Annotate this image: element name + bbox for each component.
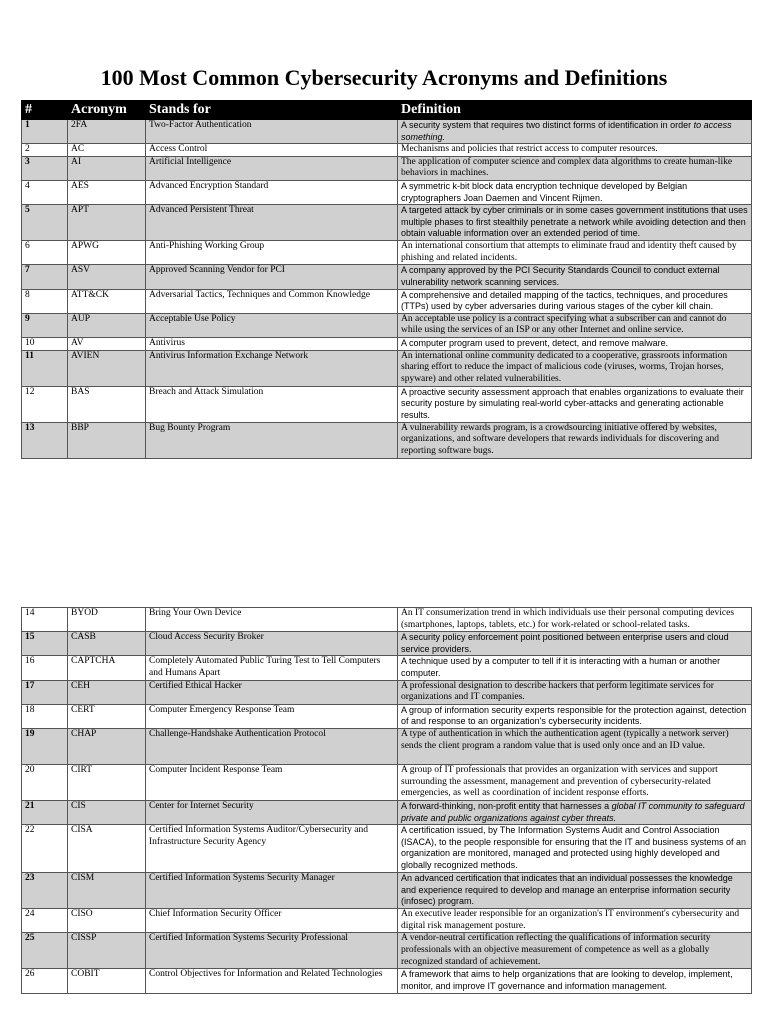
row-number: 17 xyxy=(22,680,68,704)
row-number: 3 xyxy=(22,156,68,180)
table-row xyxy=(22,205,752,241)
row-definition: An international consortium that attempts to eliminate fraud and identity theft caused by phishing and related incidents. xyxy=(398,241,752,265)
row-acronym: 2FA xyxy=(68,120,146,144)
table-row xyxy=(22,764,752,800)
row-acronym: CISM xyxy=(68,873,146,909)
row-definition: A group of IT professionals that provides an organization with services and support surrounding the assessment, management and prevention of cybersecurity-related emergencies, as well as coordination of incident response efforts. xyxy=(398,764,752,800)
row-acronym: ASV xyxy=(68,265,146,289)
table-row xyxy=(22,656,752,680)
row-definition: A security policy enforcement point positioned between enterprise users and cloud service providers. xyxy=(398,632,752,656)
page-title: 100 Most Common Cybersecurity Acronyms and Definitions xyxy=(100,65,668,90)
row-definition xyxy=(398,800,752,824)
table-row xyxy=(22,969,752,993)
row-number: 20 xyxy=(22,764,68,800)
row-definition: A targeted attack by cyber criminals or in some cases government institutions that uses multiple phases to first stealthily penetrate a network while avoiding detection and then obtain valuable information over an extended period of time. xyxy=(398,205,752,241)
row-number: 10 xyxy=(22,337,68,350)
row-number: 15 xyxy=(22,632,68,656)
header-acronym: Acronym xyxy=(68,101,146,120)
row-number: 21 xyxy=(22,800,68,824)
row-acronym: CERT xyxy=(68,704,146,728)
table-row xyxy=(22,608,752,632)
row-stands-for: Approved Scanning Vendor for PCI xyxy=(146,265,398,289)
row-number: 7 xyxy=(22,265,68,289)
row-number: 13 xyxy=(22,422,68,458)
table-row xyxy=(22,350,752,386)
row-stands-for: Bug Bounty Program xyxy=(146,422,398,458)
definition-italic-text: global IT community to safeguard private and public organizations against cyber threats. xyxy=(401,800,745,823)
table-row xyxy=(22,800,752,824)
row-stands-for: Certified Information Systems Auditor/Cybersecurity and Infrastructure Security Agency xyxy=(146,825,398,873)
row-definition: An IT consumerization trend in which individuals use their personal computing devices (smartphones, laptops, tablets, etc.) for work-related or school-related tasks. xyxy=(398,608,752,632)
row-stands-for: Acceptable Use Policy xyxy=(146,313,398,337)
row-acronym: BAS xyxy=(68,386,146,422)
table-row xyxy=(22,933,752,969)
row-number: 18 xyxy=(22,704,68,728)
row-stands-for: Cloud Access Security Broker xyxy=(146,632,398,656)
row-number: 14 xyxy=(22,608,68,632)
table-row xyxy=(22,728,752,764)
row-acronym: BBP xyxy=(68,422,146,458)
row-stands-for: Chief Information Security Officer xyxy=(146,909,398,933)
row-acronym: AV xyxy=(68,337,146,350)
row-stands-for: Challenge-Handshake Authentication Protocol xyxy=(146,728,398,764)
row-definition: The application of computer science and complex data algorithms to create human-like behaviors in machines. xyxy=(398,156,752,180)
row-definition: A professional designation to describe hackers that perform legitimate services for organizations and IT companies. xyxy=(398,680,752,704)
row-definition: A comprehensive and detailed mapping of the tactics, techniques, and procedures (TTPs) used by cyber adversaries during various stages of the cyber kill chain. xyxy=(398,289,752,313)
row-acronym: ATT&CK xyxy=(68,289,146,313)
row-acronym: CASB xyxy=(68,632,146,656)
table-row xyxy=(22,144,752,157)
row-number: 26 xyxy=(22,969,68,993)
row-acronym: AI xyxy=(68,156,146,180)
row-number: 22 xyxy=(22,825,68,873)
row-acronym: AES xyxy=(68,180,146,204)
row-acronym: CISA xyxy=(68,825,146,873)
row-acronym: CEH xyxy=(68,680,146,704)
row-acronym: APT xyxy=(68,205,146,241)
row-stands-for: Artificial Intelligence xyxy=(146,156,398,180)
row-stands-for: Computer Incident Response Team xyxy=(146,764,398,800)
row-number: 9 xyxy=(22,313,68,337)
row-number: 19 xyxy=(22,728,68,764)
row-number: 24 xyxy=(22,909,68,933)
row-number: 8 xyxy=(22,289,68,313)
row-number: 1 xyxy=(22,120,68,144)
row-stands-for: Control Objectives for Information and Related Technologies xyxy=(146,969,398,993)
row-number: 25 xyxy=(22,933,68,969)
row-stands-for: Antivirus Information Exchange Network xyxy=(146,350,398,386)
header-number: # xyxy=(22,101,68,120)
table-row xyxy=(22,156,752,180)
row-number: 11 xyxy=(22,350,68,386)
row-number: 6 xyxy=(22,241,68,265)
table-row xyxy=(22,313,752,337)
acronyms-table-part-1 xyxy=(21,100,752,459)
row-number: 12 xyxy=(22,386,68,422)
row-stands-for: Computer Emergency Response Team xyxy=(146,704,398,728)
row-definition: A company approved by the PCI Security Standards Council to conduct external vulnerability network scanning services. xyxy=(398,265,752,289)
row-acronym: BYOD xyxy=(68,608,146,632)
row-definition: A vulnerability rewards program, is a crowdsourcing initiative offered by websites, organizations, and software developers that rewards individuals for discovering and reporting software bugs. xyxy=(398,422,752,458)
row-number: 16 xyxy=(22,656,68,680)
table-row xyxy=(22,265,752,289)
row-definition: A framework that aims to help organizations that are looking to develop, implement, monitor, and improve IT governance and information management. xyxy=(398,969,752,993)
row-stands-for: Advanced Persistent Threat xyxy=(146,205,398,241)
row-definition: An advanced certification that indicates that an individual possesses the knowledge and experience required to develop and manage an enterprise information security (infosec) program. xyxy=(398,873,752,909)
row-acronym: CHAP xyxy=(68,728,146,764)
table-row xyxy=(22,704,752,728)
row-definition: An international online community dedicated to a cooperative, grassroots information sharing effort to reduce the impact of malicious code (viruses, worms, Trojan horses, spyware) and other related vulnerabilities. xyxy=(398,350,752,386)
table-row xyxy=(22,873,752,909)
row-stands-for: Antivirus xyxy=(146,337,398,350)
row-number: 23 xyxy=(22,873,68,909)
row-stands-for: Two-Factor Authentication xyxy=(146,120,398,144)
row-definition: An acceptable use policy is a contract specifying what a subscriber can and cannot do while using the services of an ISP or any other Internet and online service. xyxy=(398,313,752,337)
row-definition: A vendor-neutral certification reflecting the qualifications of information security professionals with an objective measurement of competence as well as a globally recognized standard of achievement. xyxy=(398,933,752,969)
table-row xyxy=(22,337,752,350)
header-stands-for: Stands for xyxy=(146,101,398,120)
row-definition: Mechanisms and policies that restrict access to computer resources. xyxy=(398,144,752,157)
row-definition: A technique used by a computer to tell if it is interacting with a human or another computer. xyxy=(398,656,752,680)
table-row xyxy=(22,825,752,873)
definition-text: A forward-thinking, non-profit entity that harnesses a xyxy=(401,800,612,811)
row-stands-for: Certified Information Systems Security Manager xyxy=(146,873,398,909)
table-row xyxy=(22,289,752,313)
row-acronym: COBIT xyxy=(68,969,146,993)
row-stands-for: Completely Automated Public Turing Test to Tell Computers and Humans Apart xyxy=(146,656,398,680)
row-definition: A type of authentication in which the authentication agent (typically a network server) sends the client program a random value that is used only once and an ID value. xyxy=(398,728,752,764)
row-definition: A certification issued, by The Information Systems Audit and Control Association (ISACA), to the people responsible for ensuring that the IT and business systems of an organization are monitored, managed and protected using highly developed and globally recognized methods. xyxy=(398,825,752,873)
row-acronym: AC xyxy=(68,144,146,157)
row-number: 2 xyxy=(22,144,68,157)
row-definition: A group of information security experts responsible for the protection against, detection of and response to an organization's cybersecurity incidents. xyxy=(398,704,752,728)
row-acronym: CISSP xyxy=(68,933,146,969)
row-acronym: AVIEN xyxy=(68,350,146,386)
row-acronym: APWG xyxy=(68,241,146,265)
row-stands-for: Bring Your Own Device xyxy=(146,608,398,632)
row-acronym: CAPTCHA xyxy=(68,656,146,680)
row-definition: A computer program used to prevent, detect, and remove malware. xyxy=(398,337,752,350)
row-stands-for: Certified Information Systems Security Professional xyxy=(146,933,398,969)
row-acronym: CIS xyxy=(68,800,146,824)
row-definition: An executive leader responsible for an organization's IT environment's cybersecurity and digital risk management posture. xyxy=(398,909,752,933)
row-stands-for: Breach and Attack Simulation xyxy=(146,386,398,422)
row-stands-for: Center for Internet Security xyxy=(146,800,398,824)
table-row xyxy=(22,909,752,933)
header-definition: Definition xyxy=(398,101,752,120)
row-number: 5 xyxy=(22,205,68,241)
table-row xyxy=(22,632,752,656)
row-stands-for: Advanced Encryption Standard xyxy=(146,180,398,204)
row-stands-for: Adversarial Tactics, Techniques and Common Knowledge xyxy=(146,289,398,313)
definition-text: A security system that requires two distinct forms of identification in order xyxy=(401,120,694,130)
table-row xyxy=(22,120,752,144)
row-definition xyxy=(398,120,752,144)
definition-italic-text: to access something. xyxy=(401,120,732,142)
table-header-row xyxy=(22,101,752,120)
table-row xyxy=(22,422,752,458)
table-row xyxy=(22,680,752,704)
row-stands-for: Access Control xyxy=(146,144,398,157)
acronyms-table-part-2 xyxy=(21,607,752,994)
row-acronym: CIRT xyxy=(68,764,146,800)
row-definition: A proactive security assessment approach that enables organizations to evaluate their security posture by simulating real-world cyber-attacks and generating actionable results. xyxy=(398,386,752,422)
row-number: 4 xyxy=(22,180,68,204)
row-acronym: CISO xyxy=(68,909,146,933)
table-row xyxy=(22,241,752,265)
row-stands-for: Certified Ethical Hacker xyxy=(146,680,398,704)
row-stands-for: Anti-Phishing Working Group xyxy=(146,241,398,265)
table-row xyxy=(22,386,752,422)
row-definition: A symmetric k-bit block data encryption technique developed by Belgian cryptographers Joan Daemen and Vincent Rijmen. xyxy=(398,180,752,204)
row-acronym: AUP xyxy=(68,313,146,337)
table-row xyxy=(22,180,752,204)
